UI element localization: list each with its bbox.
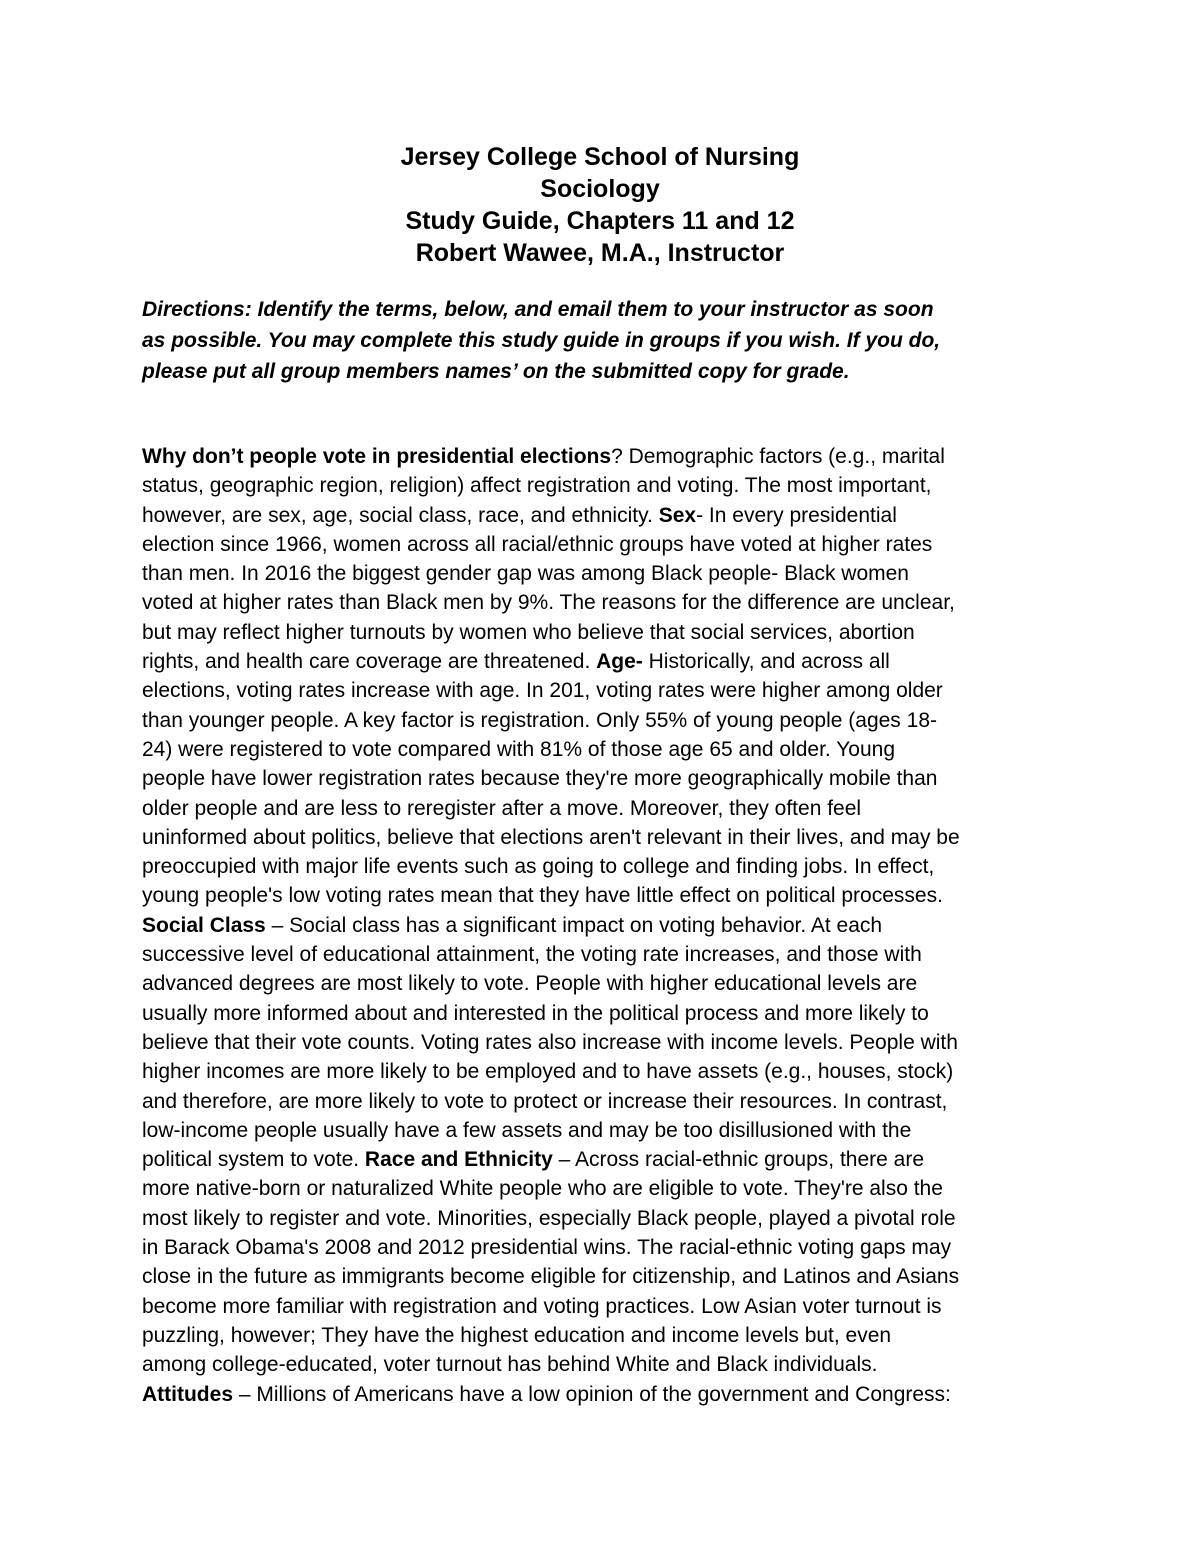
body-line: most likely to register and vote. Minorities, especially Black people, played a pivotal role xyxy=(142,1206,956,1230)
directions-line: Directions: Identify the terms, below, and email them to your instructor as soon xyxy=(142,298,934,321)
body-line: 24) were registered to vote compared with 81% of those age 65 and older. Young xyxy=(142,737,896,761)
body-text-segment: ? Demographic factors (e.g., marital xyxy=(611,445,945,468)
body-line xyxy=(142,1380,1062,1409)
heading-sex: Sex xyxy=(658,503,697,527)
body-line: higher incomes are more likely to be employed and to have assets (e.g., houses, stock) xyxy=(142,1060,954,1084)
directions-line: as possible. You may complete this study guide in groups if you wish. If you do, xyxy=(142,329,941,352)
directions-paragraph xyxy=(142,294,1062,387)
body-line: advanced degrees are most likely to vote. People with higher educational levels are xyxy=(142,972,918,996)
body-line: successive level of educational attainment, the voting rate increases, and those with xyxy=(142,943,922,967)
body-line xyxy=(142,442,1062,471)
heading-race-and-ethnicity: Race and Ethnicity xyxy=(364,1148,553,1172)
body-line: young people's low voting rates mean that they have little effect on political processes. xyxy=(142,884,943,908)
guide-title: Study Guide, Chapters 11 and 12 xyxy=(405,207,795,235)
body-line: believe that their vote counts. Voting rates also increase with income levels. People with xyxy=(142,1030,958,1054)
document-header xyxy=(0,141,1200,269)
body-text-segment: – Across racial-ethnic groups, there are xyxy=(552,1148,924,1172)
body-text-segment: rights, and health care coverage are threatened. xyxy=(142,650,597,674)
body-line: voted at higher rates than Black men by 9%. The reasons for the difference are unclear, xyxy=(142,591,955,615)
body-text-segment: – Millions of Americans have a low opinion of the government and Congress: xyxy=(233,1382,951,1406)
body-line: older people and are less to reregister after a move. Moreover, they often feel xyxy=(142,796,862,820)
body-line: usually more informed about and interested in the political process and more likely to xyxy=(142,1001,929,1025)
body-line: and therefore, are more likely to vote to protect or increase their resources. In contrast, xyxy=(142,1089,948,1113)
body-text-segment: – Social class has a significant impact on voting behavior. At each xyxy=(265,913,883,937)
directions-line: please put all group members names’ on the submitted copy for grade. xyxy=(142,360,850,383)
instructor-name: Robert Wawee, M.A., Instructor xyxy=(415,239,785,267)
heading-attitudes: Attitudes xyxy=(142,1382,233,1406)
body-line: but may reflect higher turnouts by women who believe that social services, abortion xyxy=(142,620,915,644)
body-line: preoccupied with major life events such as going to college and finding jobs. In effect, xyxy=(142,855,935,879)
body-paragraph xyxy=(142,442,1062,1409)
school-name: Jersey College School of Nursing xyxy=(400,143,800,171)
body-text-segment: political system to vote. xyxy=(142,1148,365,1172)
body-line: elections, voting rates increase with age. In 201, voting rates were higher among older xyxy=(142,679,943,703)
body-line: puzzling, however; They have the highest education and income levels but, even xyxy=(142,1323,892,1347)
body-line: status, geographic region, religion) affect registration and voting. The most important, xyxy=(142,474,932,498)
body-line: low-income people usually have a few assets and may be too disillusioned with the xyxy=(142,1118,912,1142)
body-text-segment: - In every presidential xyxy=(696,503,897,527)
body-line: election since 1966, women across all racial/ethnic groups have voted at higher rates xyxy=(142,532,933,556)
body-line: in Barack Obama's 2008 and 2012 presidential wins. The racial-ethnic voting gaps may xyxy=(142,1236,952,1260)
body-line xyxy=(142,647,1062,676)
heading-age: Age- xyxy=(596,650,643,674)
body-line: among college-educated, voter turnout has behind White and Black individuals. xyxy=(142,1353,878,1377)
body-line: than younger people. A key factor is registration. Only 55% of young people (ages 18- xyxy=(142,708,937,732)
heading-why-dont-people-vote: Why don’t people vote in presidential elections xyxy=(142,445,612,468)
body-line: become more familiar with registration and voting practices. Low Asian voter turnout is xyxy=(142,1294,942,1318)
course-name: Sociology xyxy=(540,175,660,203)
body-text-segment: however, are sex, age, social class, race, and ethnicity. xyxy=(142,503,659,527)
body-text-segment: Historically, and across all xyxy=(642,650,890,674)
heading-social-class: Social Class xyxy=(142,913,266,937)
body-line: more native-born or naturalized White people who are eligible to vote. They're also the xyxy=(142,1177,943,1201)
body-line: close in the future as immigrants become eligible for citizenship, and Latinos and Asians xyxy=(142,1265,960,1289)
body-line xyxy=(142,911,1062,940)
body-line xyxy=(142,501,1062,530)
body-line xyxy=(142,1145,1062,1174)
body-line: people have lower registration rates because they're more geographically mobile than xyxy=(142,767,938,791)
body-line: than men. In 2016 the biggest gender gap was among Black people- Black women xyxy=(142,562,909,586)
body-line: uninformed about politics, believe that elections aren't relevant in their lives, and may be xyxy=(142,825,960,849)
